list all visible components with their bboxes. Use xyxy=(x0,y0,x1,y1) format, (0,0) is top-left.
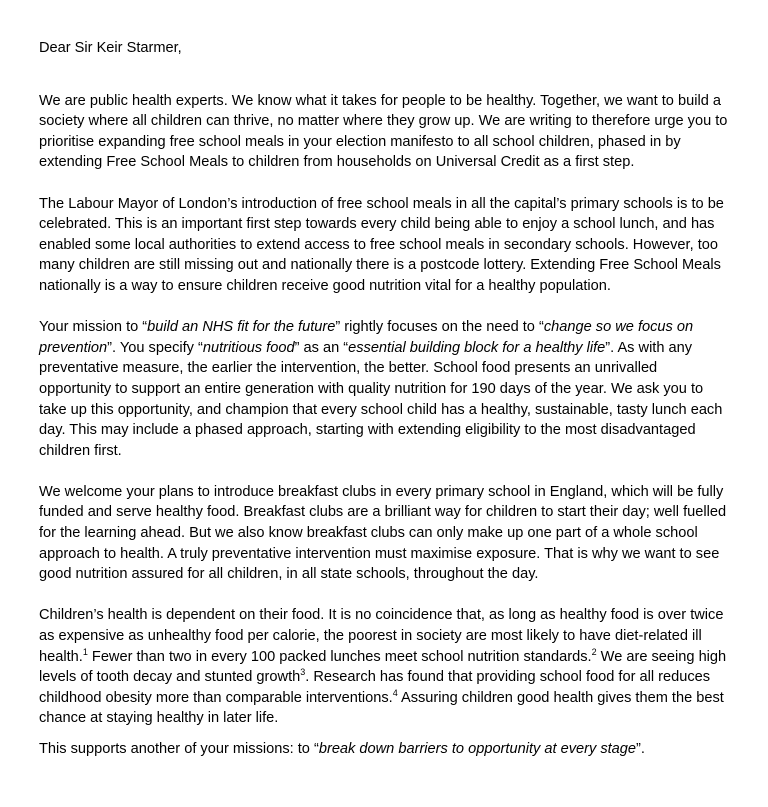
text-run: Assuring children good health gives them the best chance at staying healthy in later life. xyxy=(39,689,724,727)
quote-building-block: essential building block for a healthy life xyxy=(348,339,606,356)
text-run: ” as an “ xyxy=(294,339,349,356)
quote-nhs-future: build an NHS fit for the future xyxy=(147,319,336,336)
text-run: We are seeing high levels of tooth decay and stunted growth xyxy=(39,648,727,686)
paragraph-london-free-meals: The Labour Mayor of London’s introduction of free school meals in all the capital’s primary schools is to be celebrated. This is an important first step towards every child being able to enjoy a school lunch, and has enabled some local authorities to extend access to free school meals in secondary schools. However, too many children are still missing out and nationally there is a postcode lottery. Extending Free School Meals nationally is a way to ensure children receive good nutrition vital for a healthy population. xyxy=(39,195,724,294)
footnote-ref-2: 2 xyxy=(591,646,597,657)
footnote-ref-3: 3 xyxy=(300,667,306,678)
quote-nutritious-food: nutritious food xyxy=(202,339,295,356)
text-run: This supports another of your missions: to “ xyxy=(39,741,319,757)
paragraph-breakfast-clubs: We welcome your plans to introduce breakfast clubs in every primary school in England, which will be fully funded and serve healthy food. Breakfast clubs are a brilliant way for children to start their day; well fuelled for the learning ahead. But we also know breakfast clubs can only make up one part of a whole school approach to health. A truly preventative intervention must maximise exposure. That is why we want to see good nutrition assured for all children, in all state schools, throughout the day. xyxy=(39,483,727,583)
quote-barriers: break down barriers to opportunity at every stage xyxy=(318,741,637,757)
text-run: . Research has found that providing school food for all reduces childhood obesity more than comparable interventions. xyxy=(39,669,711,706)
text-run: Your mission to “ xyxy=(39,319,148,336)
footnote-ref-4: 4 xyxy=(392,687,398,698)
text-run: ”. As with any preventative measure, the earlier the intervention, the better. School food presents an unrivalled opportunity to support an entire generation with quality nutrition for 190 days of the year. We ask you to take up this opportunity, and champion that every school child has a healthy, sustainable, tasty lunch each day. This may include a phased approach, starting with extending eligibility to the most disadvantaged children first. xyxy=(39,339,723,459)
footnote-ref-1: 1 xyxy=(82,646,88,657)
text-run: ” rightly focuses on the need to “ xyxy=(335,319,544,336)
salutation: Dear Sir Keir Starmer, xyxy=(39,40,182,56)
text-run: ”. You specify “ xyxy=(107,339,203,356)
letter-body xyxy=(39,38,729,760)
paragraph-nhs-mission xyxy=(39,317,729,461)
paragraph-opportunity-mission xyxy=(39,739,729,760)
text-run: Fewer than two in every 100 packed lunches meet school nutrition standards. xyxy=(87,648,592,665)
text-run: Children’s health is dependent on their food. It is no coincidence that, as long as healthy food is over twice as expensive as unhealthy food per calorie, the poorest in society are most likely to have diet-related ill health. xyxy=(39,607,724,665)
text-run: ”. xyxy=(636,741,645,757)
quote-prevention: change so we focus on prevention xyxy=(39,319,694,356)
paragraph-childrens-health xyxy=(39,605,729,729)
paragraph-manifesto-request: We are public health experts. We know what it takes for people to be healthy. Together, we want to build a society where all children can thrive, no matter where they grow up. We are writing to therefore urge you to prioritise expanding free school meals in your election manifesto to all school children, phased in by extending Free School Meals to children from households on Universal Credit as a first step. xyxy=(39,92,728,171)
